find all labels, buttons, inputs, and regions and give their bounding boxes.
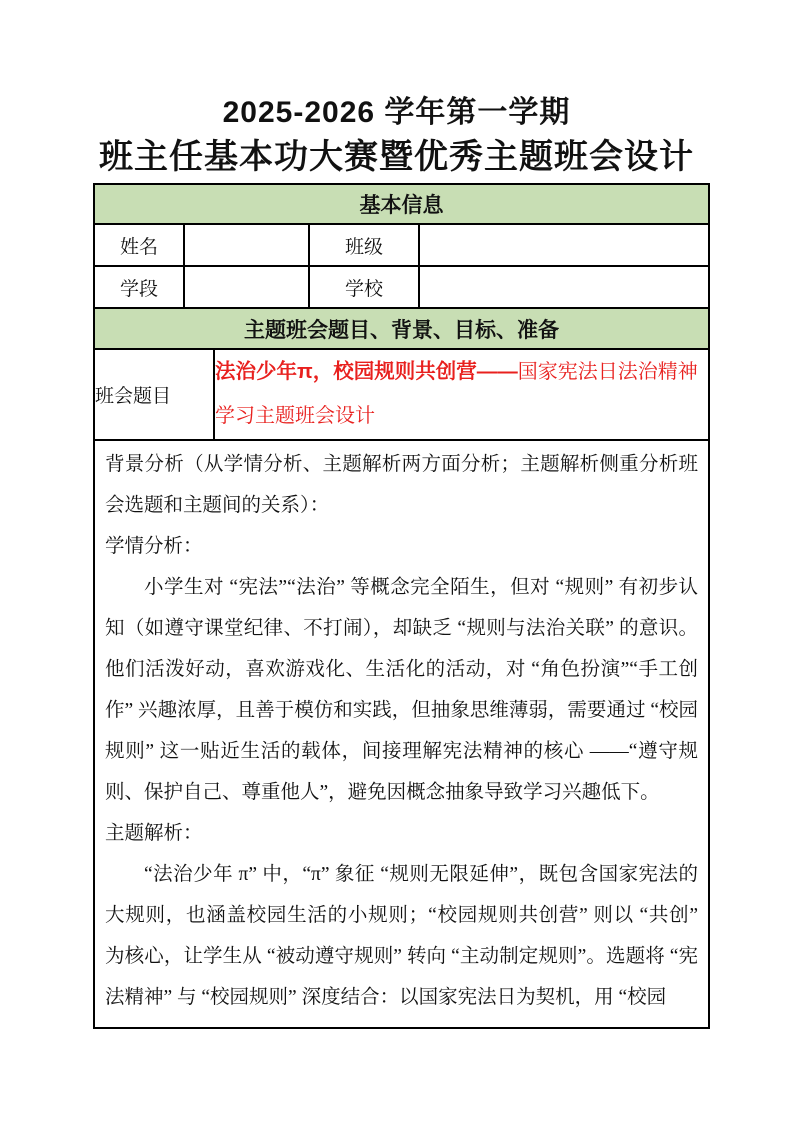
stage-value-cell[interactable] [184,266,309,308]
learner-analysis-paragraph: 小学生对 “宪法”“法治” 等概念完全陌生，但对 “规则” 有初步认知（如遵守课堂纪律、不打闹），却缺乏 “规则与法治关联” 的意识。他们活泼好动，喜欢游戏化、生活化的活动，对 “角色扮演”“手工创作” 兴趣浓厚，且善于模仿和实践，但抽象思维薄弱，需要通过 “校园规则” 这一贴近生活的载体，间接理解宪法精神的核心 ——“遵守规则、保护自己、尊重他人”，避免因概念抽象导致学习兴趣低下。 [105,577,699,803]
name-label: 姓名 [94,224,184,266]
table-row [94,224,709,266]
school-label: 学校 [309,266,419,308]
topic-section-header: 主题班会题目、背景、目标、准备 [94,308,709,349]
class-label: 班级 [309,224,419,266]
document-title-line2: 班主任基本功大赛暨优秀主题班会设计 [99,138,694,176]
basic-info-section-header: 基本信息 [94,184,709,224]
theme-analysis-paragraph: “法治少年 π” 中，“π” 象征 “规则无限延伸”，既包含国家宪法的大规则，也涵盖校园生活的小规则；“校园规则共创营” 则以 “共创” 为核心，让学生从 “被动遵守规则” 转向 “主动制定规则”。选题将 “宪法精神” 与 “校园规则” 深度结合：以国家宪法日为契机，用 “校园 [105,864,699,1008]
document-title-line1: 2025-2026 学年第一学期 [222,96,571,129]
background-analysis-cell [94,440,709,1028]
school-value-cell[interactable] [419,266,709,308]
stage-label: 学段 [94,266,184,308]
class-value-cell[interactable] [419,224,709,266]
background-analysis-row [94,440,709,1028]
topic-title-row [94,349,709,440]
theme-analysis-heading: 主题解析： [105,823,203,844]
document-title-block [0,0,793,180]
name-value-cell[interactable] [184,224,309,266]
background-analysis-intro: 背景分析（从学情分析、主题解析两方面分析；主题解析侧重分析班会选题和主题间的关系）： [105,454,699,516]
table-row [94,266,709,308]
learner-analysis-heading: 学情分析： [105,536,203,557]
topic-label: 班会题目 [94,349,214,440]
topic-title-cell [214,349,709,440]
topic-title-rest-text: 国家宪法日法治精神学习主题班会设计 [215,361,698,427]
class-meeting-form-table [93,183,710,1029]
section-header-row-basic-info [94,184,709,224]
topic-title-bold-text: 法治少年π，校园规则共创营—— [215,360,518,383]
section-header-row-topic [94,308,709,349]
background-analysis-text [95,441,708,1027]
